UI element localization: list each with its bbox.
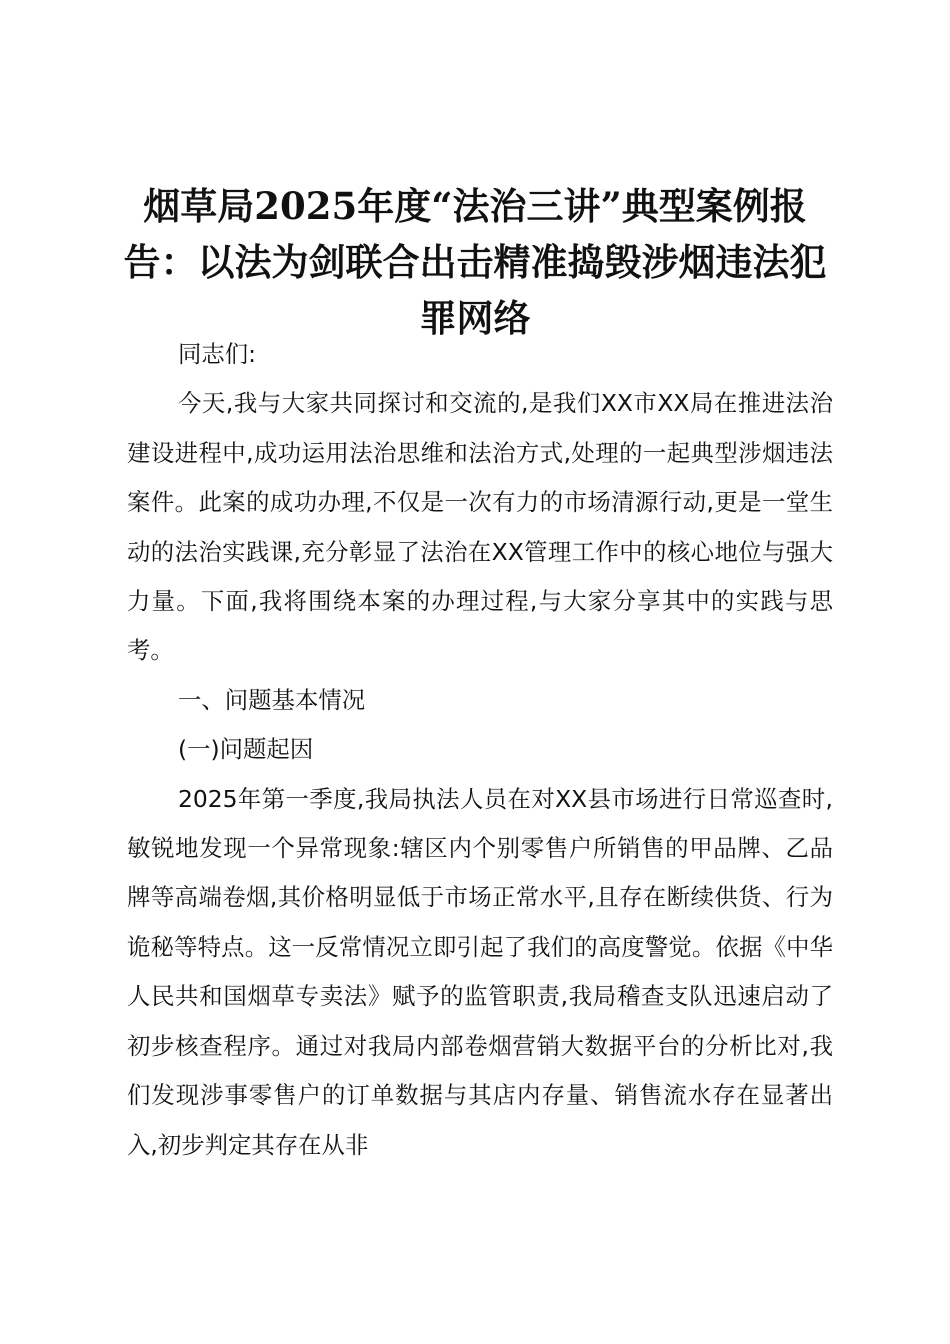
subsection-heading: (一)问题起因 xyxy=(178,735,314,764)
intro-paragraph: 今天,我与大家共同探讨和交流的,是我们XX市XX局在推进法治建设进程中,成功运用法治思维和法治方式,处理的一起典型涉烟违法案件。此案的成功办理,不仅是一次有力的市场清源行动,更是一堂生动的法治实践课,充分彰显了法治在XX管理工作中的核心地位与强大力量。下面,我将围绕本案的办理过程,与大家分享其中的实践与思考。 xyxy=(127,389,833,665)
section-heading: 一、问题基本情况 xyxy=(178,685,366,714)
document-body xyxy=(127,330,833,1170)
salutation: 同志们: xyxy=(178,340,257,368)
body-paragraph: 2025年第一季度,我局执法人员在对XX县市场进行日常巡查时,敏锐地发现一个异常现象:辖区内个别零售户所销售的甲品牌、乙品牌等高端卷烟,其价格明显低于市场正常水平,且存在断续供货、行为诡秘等特点。这一反常情况立即引起了我们的高度警觉。依据《中华人民共和国烟草专卖法》赋予的监管职责,我局稽查支队迅速启动了初步核查程序。通过对我局内部卷烟营销大数据平台的分析比对,我们发现涉事零售户的订单数据与其店内存量、销售流水存在显著出入,初步判定其存在从非 xyxy=(127,784,833,1159)
document-title: 烟草局2025年度“法治三讲”典型案例报告：以法为剑联合出击精准捣毁涉烟违法犯罪网络 xyxy=(123,184,827,340)
